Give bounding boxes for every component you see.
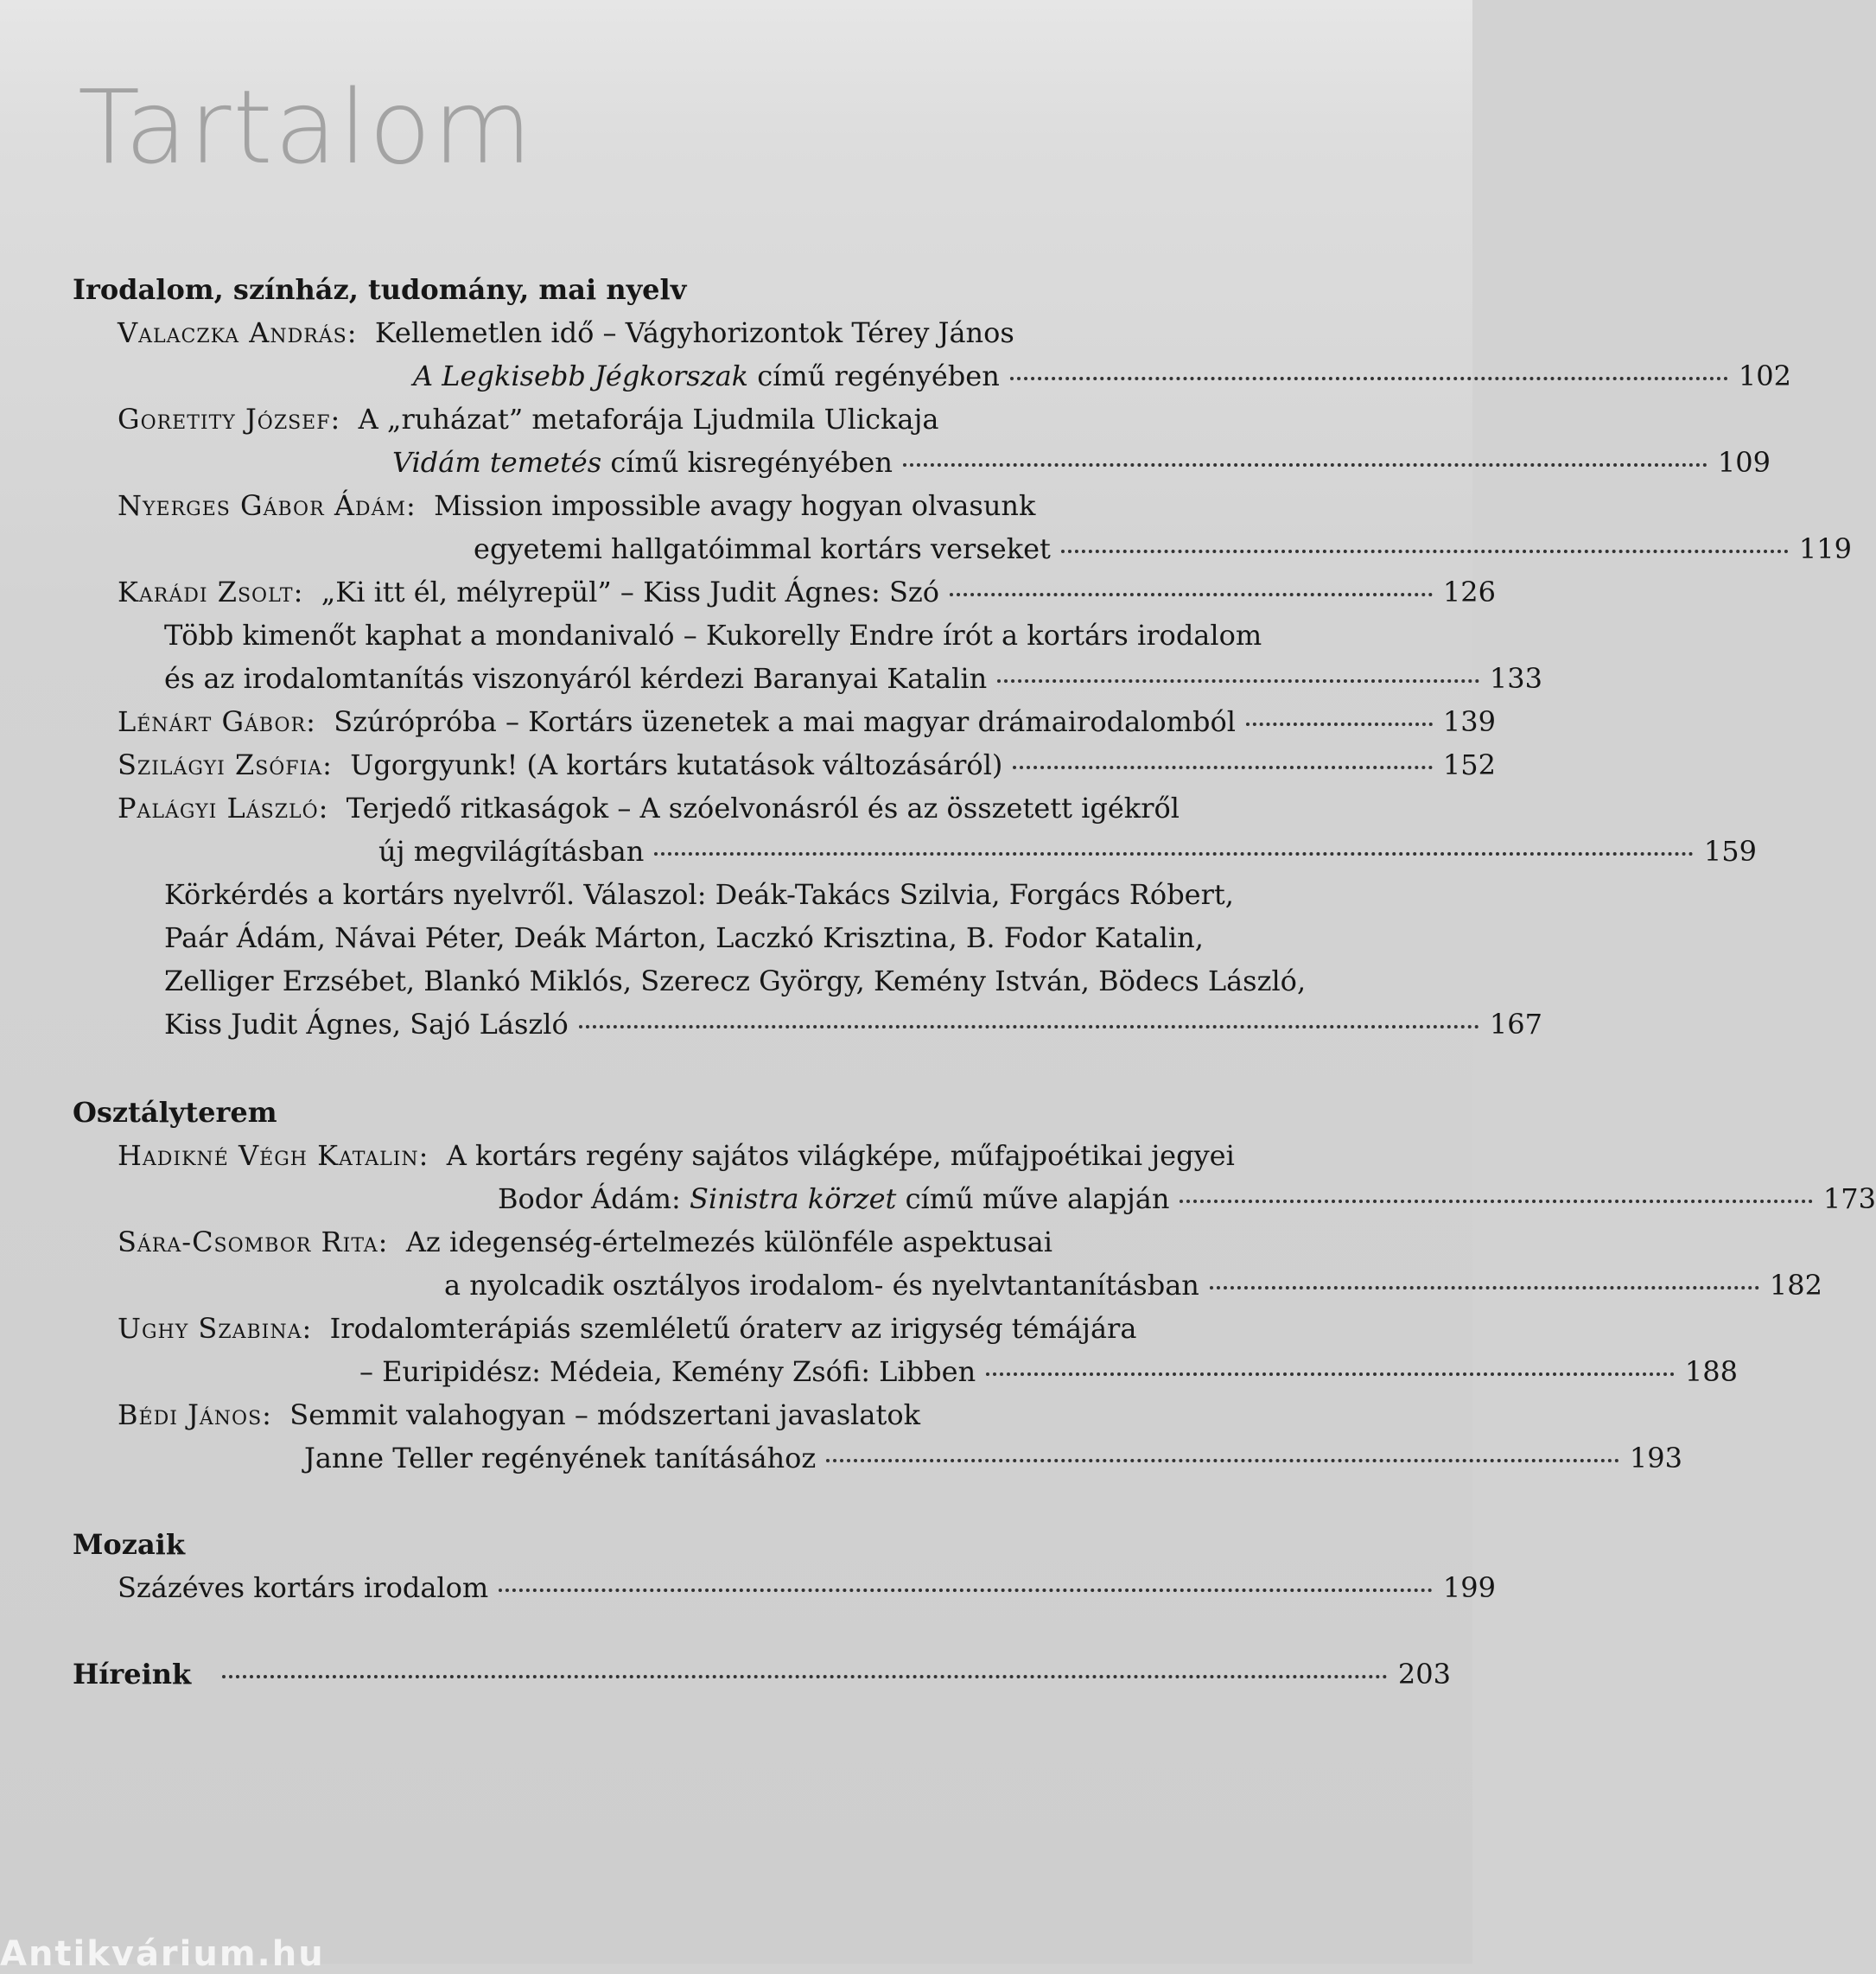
page-title: Tartalom (78, 67, 534, 187)
entry-sara-line1 (0, 1226, 1496, 1258)
dot-leader (950, 593, 1433, 596)
entry-title-cont: Paár Ádám, Návai Péter, Deák Márton, Laczkó Krisztina, B. Fodor Katalin, (164, 921, 1204, 954)
entry-title-cont: Janne Teller regényének tanításához (304, 1442, 817, 1474)
dot-leader (222, 1675, 1388, 1678)
page-number: 152 (1442, 748, 1496, 781)
entry-korkerdes-line1 (0, 878, 1542, 911)
page-number: 203 (1397, 1658, 1451, 1691)
entry-author: Szilágyi Zsófia: (118, 748, 333, 781)
entry-sara-line2[interactable] (0, 1269, 1822, 1302)
section-heading-mozaik: Mozaik (73, 1528, 185, 1561)
page-number: 199 (1442, 1571, 1496, 1604)
entry-author: Karádi Zsolt: (118, 576, 304, 608)
entry-title: Az idegenség-értelmezés különféle aspektusai (405, 1226, 1052, 1258)
entry-author: Hadikné Végh Katalin: (118, 1139, 429, 1172)
entry-title: Szúrópróba – Kortárs üzenetek a mai magyar drámairodalomból (334, 705, 1236, 738)
entry-lenart[interactable] (0, 705, 1496, 738)
entry-author: Valaczka András: (118, 316, 358, 349)
entry-title-italic: Vidám temetés (392, 446, 602, 479)
entry-hireink[interactable] (0, 1658, 1451, 1691)
entry-title-cont: egyetemi hallgatóimmal kortárs verseket (474, 532, 1051, 565)
page-number: 159 (1703, 835, 1757, 868)
entry-karadi[interactable] (0, 576, 1496, 608)
page-number: 102 (1738, 360, 1791, 392)
watermark: Antikvárium.hu (0, 1934, 325, 1974)
entry-author: Sára-Csombor Rita: (118, 1226, 389, 1258)
dot-leader (499, 1589, 1433, 1592)
entry-szilagyi[interactable] (0, 748, 1496, 781)
entry-title: Százéves kortárs irodalom (118, 1571, 489, 1604)
page-number: 119 (1798, 532, 1852, 565)
entry-ughy-line1 (0, 1312, 1496, 1345)
dot-leader (654, 852, 1694, 856)
entry-title-pre: Bodor Ádám: (498, 1182, 690, 1215)
entry-korkerdes-line4[interactable] (0, 1008, 1542, 1041)
entry-author: Lénárt Gábor: (118, 705, 316, 738)
entry-korkerdes-line2 (0, 921, 1542, 954)
entry-goretity-line1 (0, 403, 1496, 436)
entry-title-cont: című regényében (748, 360, 1000, 392)
entry-title-cont: – Euripidész: Médeia, Kemény Zsófi: Libben (359, 1355, 976, 1388)
entry-title: Ugorgyunk! (A kortárs kutatások változásáról) (350, 748, 1003, 781)
entry-title: Több kimenőt kaphat a mondanivaló – Kukorelly Endre írót a kortárs irodalom (164, 619, 1262, 652)
page-number: 188 (1684, 1355, 1738, 1388)
entry-title-cont: Kiss Judit Ágnes, Sajó László (164, 1008, 569, 1041)
entry-title: Terjedő ritkaságok – A szóelvonásról és az összetett igékről (346, 792, 1180, 825)
dot-leader (1246, 723, 1433, 726)
page-number: 139 (1442, 705, 1496, 738)
entry-valaczka-line1 (0, 316, 1496, 349)
dot-leader (997, 679, 1479, 683)
entry-goretity-line2[interactable] (0, 446, 1771, 479)
entry-author: Goretity József: (118, 403, 341, 436)
dot-leader (579, 1025, 1479, 1028)
entry-valaczka-line2[interactable] (0, 360, 1791, 392)
entry-title-cont: a nyolcadik osztályos irodalom- és nyelvtantanításban (444, 1269, 1199, 1302)
entry-title-cont: és az irodalomtanítás viszonyáról kérdezi Baranyai Katalin (164, 662, 988, 695)
page-number: 193 (1629, 1442, 1682, 1474)
entry-title-cont: új megvilágításban (378, 835, 645, 868)
entry-kukorelly-line1 (0, 619, 1542, 652)
entry-title: A „ruházat” metaforája Ljudmila Ulickaja (358, 403, 939, 436)
entry-title-cont: Zelliger Erzsébet, Blankó Miklós, Szerecz György, Kemény István, Bödecs László, (164, 965, 1307, 997)
dot-leader (1180, 1200, 1812, 1203)
dot-leader (1210, 1286, 1759, 1289)
entry-title: A kortárs regény sajátos világképe, műfajpoétikai jegyei (446, 1139, 1235, 1172)
entry-palagyi-line1 (0, 792, 1496, 825)
entry-author: Ughy Szabina: (118, 1312, 313, 1345)
entry-szazeves[interactable] (0, 1571, 1496, 1604)
section-heading-osztalyterem: Osztályterem (73, 1096, 277, 1129)
page-number: 133 (1489, 662, 1542, 695)
entry-author: Bédi János: (118, 1398, 272, 1431)
entry-title-cont: című kisregényében (601, 446, 893, 479)
page-number: 167 (1489, 1008, 1542, 1041)
entry-title-italic: Sinistra körzet (689, 1182, 897, 1215)
page-number: 173 (1822, 1182, 1876, 1215)
entry-bedi-line1 (0, 1398, 1496, 1431)
section-heading-hireink: Híreink (73, 1658, 192, 1691)
entry-ughy-line2[interactable] (0, 1355, 1738, 1388)
page-number: 182 (1769, 1269, 1822, 1302)
entry-title: „Ki itt él, mélyrepül” – Kiss Judit Ágnes: Szó (321, 576, 939, 608)
entry-title-cont: című műve alapján (896, 1182, 1170, 1215)
entry-title: Mission impossible avagy hogyan olvasunk (434, 489, 1036, 522)
entry-kukorelly-line2[interactable] (0, 662, 1542, 695)
entry-nyerges-line1 (0, 489, 1496, 522)
section-heading-irodalom: Irodalom, színház, tudomány, mai nyelv (73, 273, 687, 306)
entry-title-italic: A Legkisebb Jégkorszak (413, 360, 749, 392)
page-number: 109 (1717, 446, 1771, 479)
dot-leader (826, 1459, 1619, 1462)
dot-leader (1061, 550, 1789, 553)
dot-leader (1010, 377, 1728, 380)
entry-author: Palágyi László: (118, 792, 329, 825)
entry-nyerges-line2[interactable] (0, 532, 1852, 565)
entry-title: Semmit valahogyan – módszertani javaslatok (289, 1398, 920, 1431)
entry-korkerdes-line3 (0, 965, 1542, 997)
entry-title: Körkérdés a kortárs nyelvről. Válaszol: Deák-Takács Szilvia, Forgács Róbert, (164, 878, 1234, 911)
entry-hadikne-line1 (0, 1139, 1496, 1172)
dot-leader (903, 463, 1707, 467)
entry-bedi-line2[interactable] (0, 1442, 1682, 1474)
page-number: 126 (1442, 576, 1496, 608)
dot-leader (986, 1372, 1675, 1376)
entry-palagyi-line2[interactable] (0, 835, 1757, 868)
entry-author: Nyerges Gábor Ádám: (118, 489, 417, 522)
entry-title: Kellemetlen idő – Vágyhorizontok Térey János (374, 316, 1014, 349)
dot-leader (1013, 766, 1433, 769)
entry-hadikne-line2[interactable] (0, 1182, 1876, 1215)
entry-title: Irodalomterápiás szemléletű óraterv az irigység témájára (329, 1312, 1137, 1345)
